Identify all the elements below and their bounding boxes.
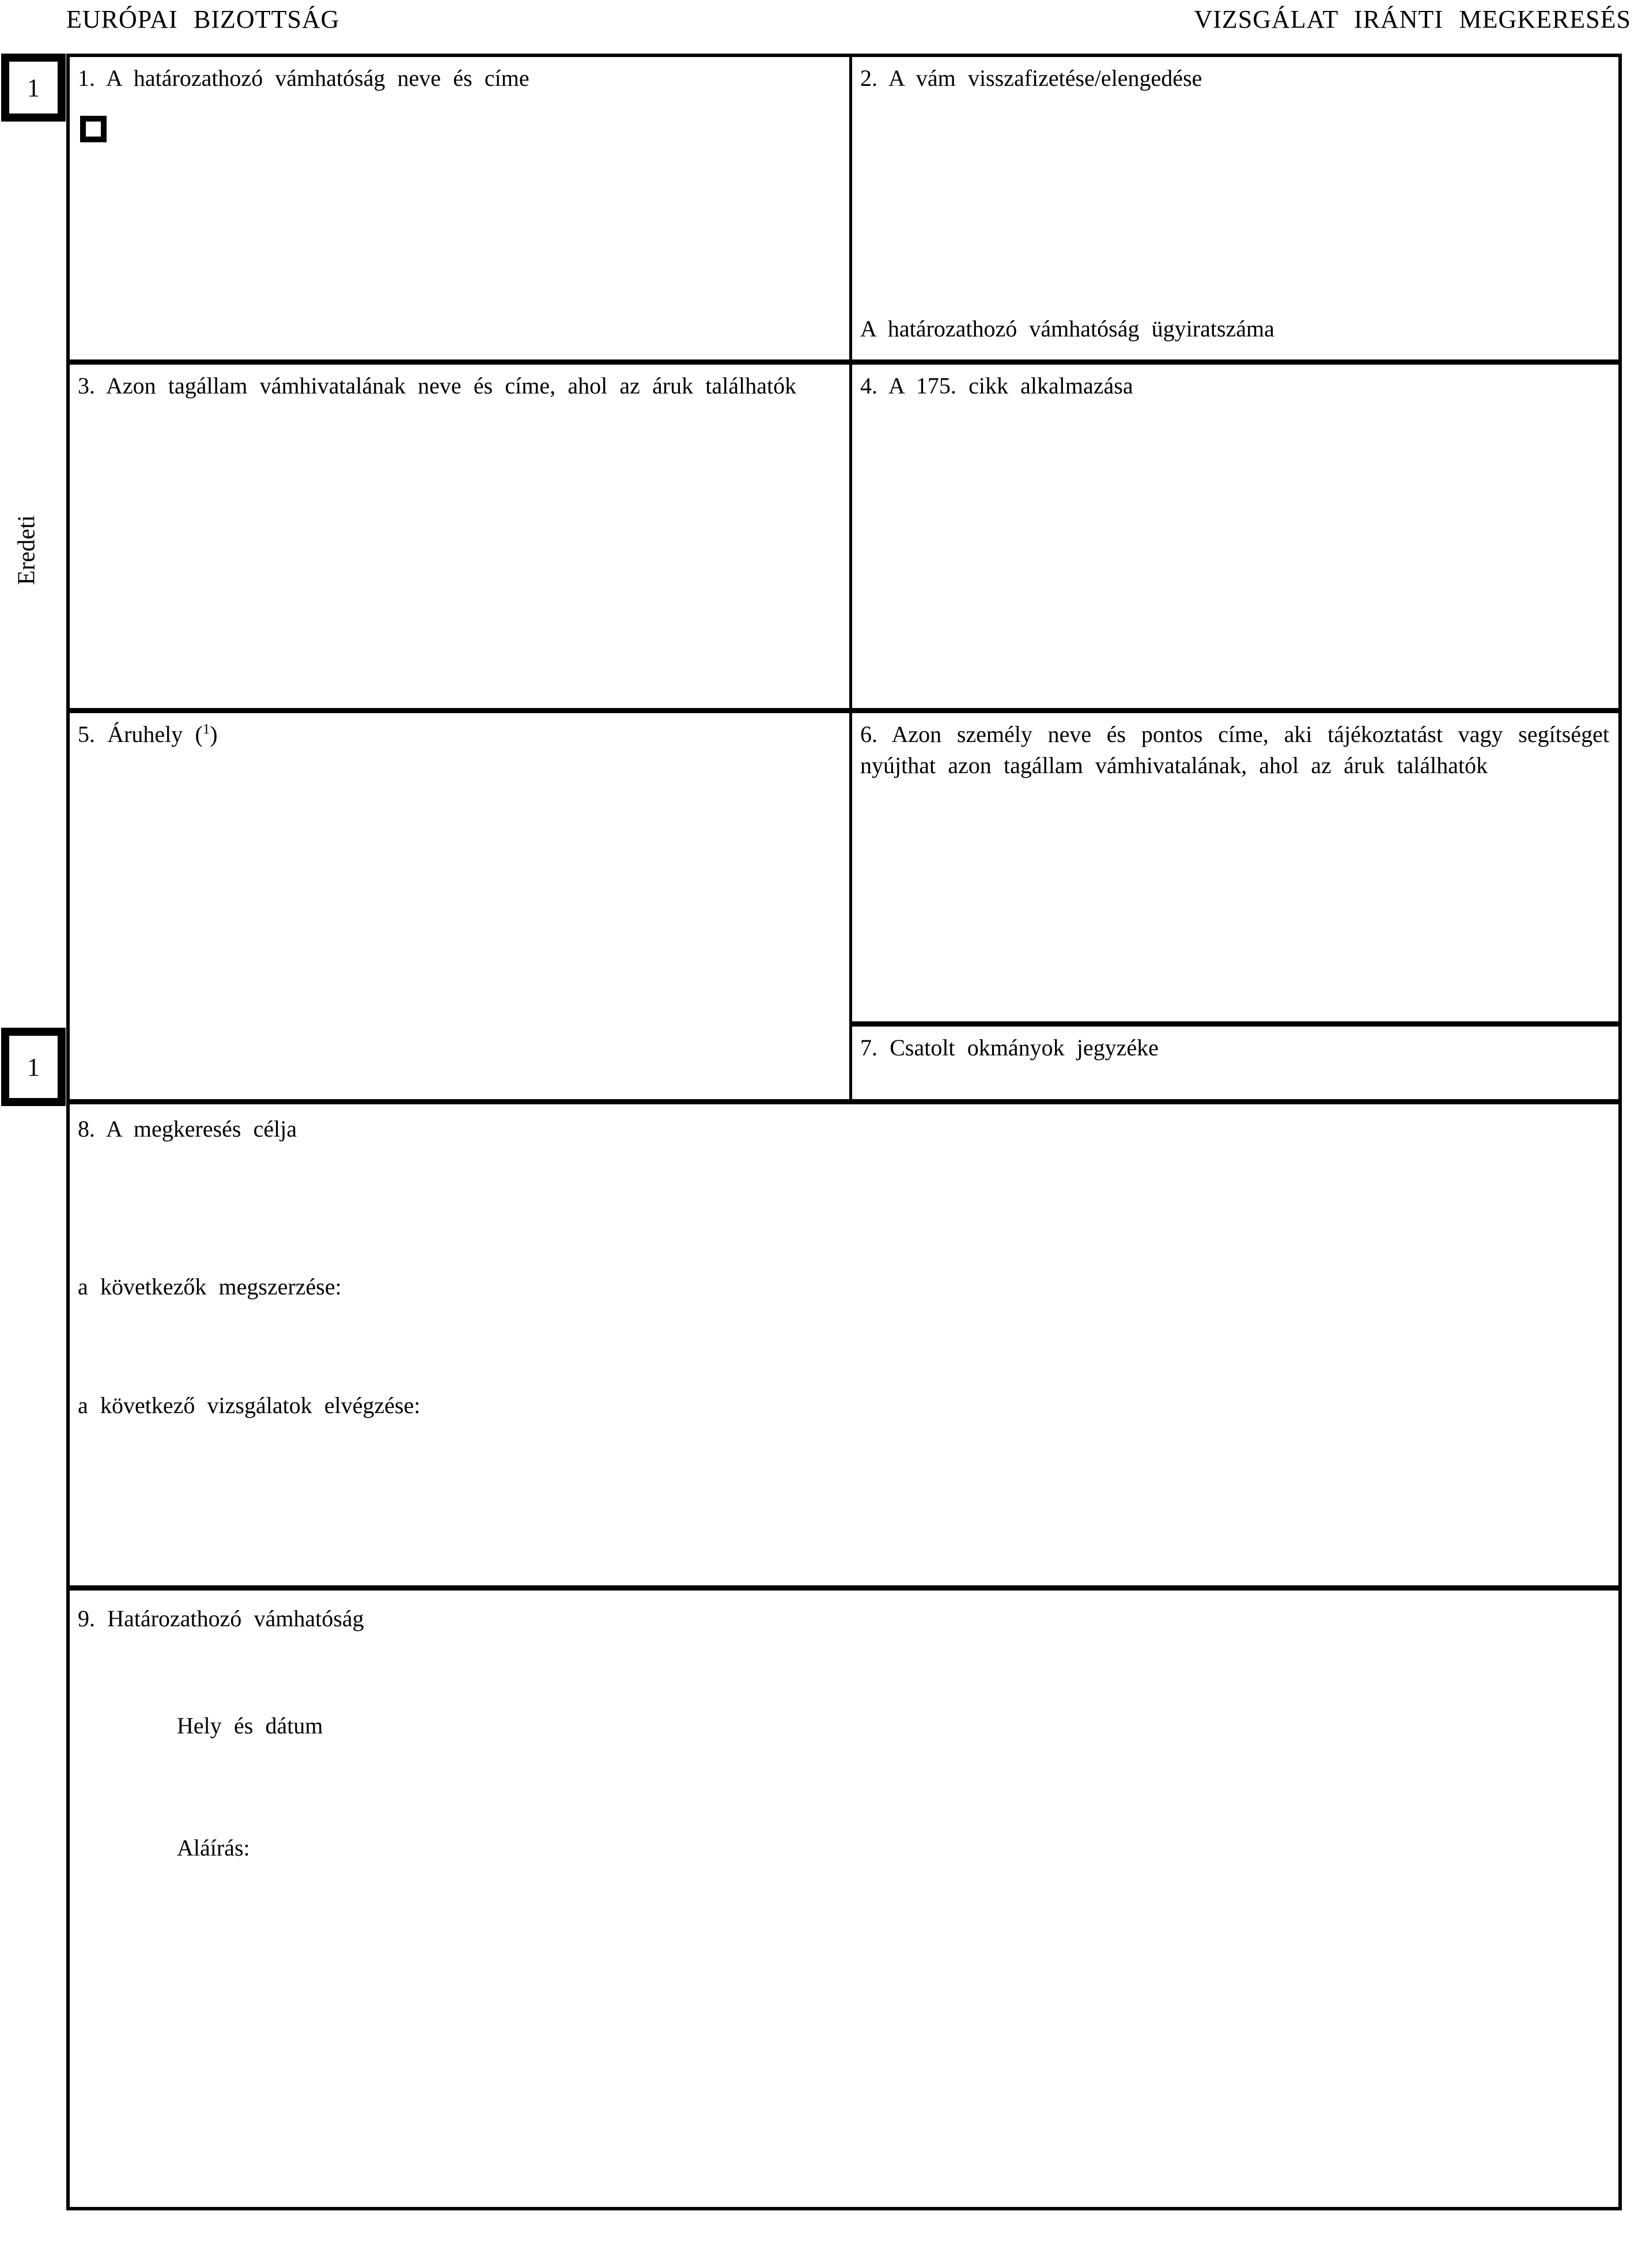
box-7-attached-documents (849, 1021, 1618, 1099)
box-4-article-175 (849, 359, 1618, 708)
box-6-label: 6. Azon személy neve és pontos címe, aki tájékoztatást vagy segítséget nyújthat azon tagállam vámhivatalának, ahol az áruk találhatók (860, 721, 1609, 778)
empty-checkbox[interactable] (80, 116, 107, 142)
box-8-label: 8. A megkeresés célja (78, 1116, 297, 1142)
box-1-label: 1. A határozathozó vámhatóság neve és címe (78, 65, 529, 91)
box-3-customs-office (70, 359, 849, 708)
copy-number-badge-middle: 1 (1, 1028, 66, 1106)
box-8-examinations-label: a következő vizsgálatok elvégzése: (78, 1392, 421, 1418)
box-6-contact-person (849, 708, 1618, 1021)
box-9-deciding-authority-signature (70, 1585, 1618, 2207)
box-7-label: 7. Csatolt okmányok jegyzéke (860, 1035, 1159, 1061)
box-2-reference-label: A határozathozó vámhatóság ügyiratszáma (860, 316, 1274, 342)
box-8-obtain-label: a következők megszerzése: (78, 1274, 342, 1300)
signature-label: Aláírás: (177, 1835, 250, 1861)
box-9-label: 9. Határozathozó vámhatóság (78, 1606, 364, 1631)
box-4-label: 4. A 175. cikk alkalmazása (860, 373, 1133, 399)
issuer-title: EURÓPAI BIZOTTSÁG (66, 5, 340, 33)
copy-type-sideways-label: Eredeti (14, 515, 41, 585)
copy-number-badge-top: 1 (1, 54, 66, 122)
place-date-label: Hely és dátum (177, 1713, 323, 1739)
box-5-label: 5. Áruhely ($^1$) (78, 721, 218, 747)
form-title: VIZSGÁLAT IRÁNTI MEGKERESÉS (1194, 5, 1631, 33)
box-3-label: 3. Azon tagállam vámhivatalának neve és címe, ahol az áruk találhatók (78, 373, 797, 399)
box-5-goods-location (70, 708, 849, 1099)
page-header (66, 5, 1631, 35)
box-2-repayment-remission (849, 57, 1618, 359)
box-8-purpose (70, 1099, 1618, 1585)
form-table (66, 54, 1622, 2210)
box-1-deciding-authority (70, 57, 849, 359)
footnote-reference: 1 (202, 721, 210, 737)
box-2-label: 2. A vám visszafizetése/elengedése (860, 65, 1202, 91)
